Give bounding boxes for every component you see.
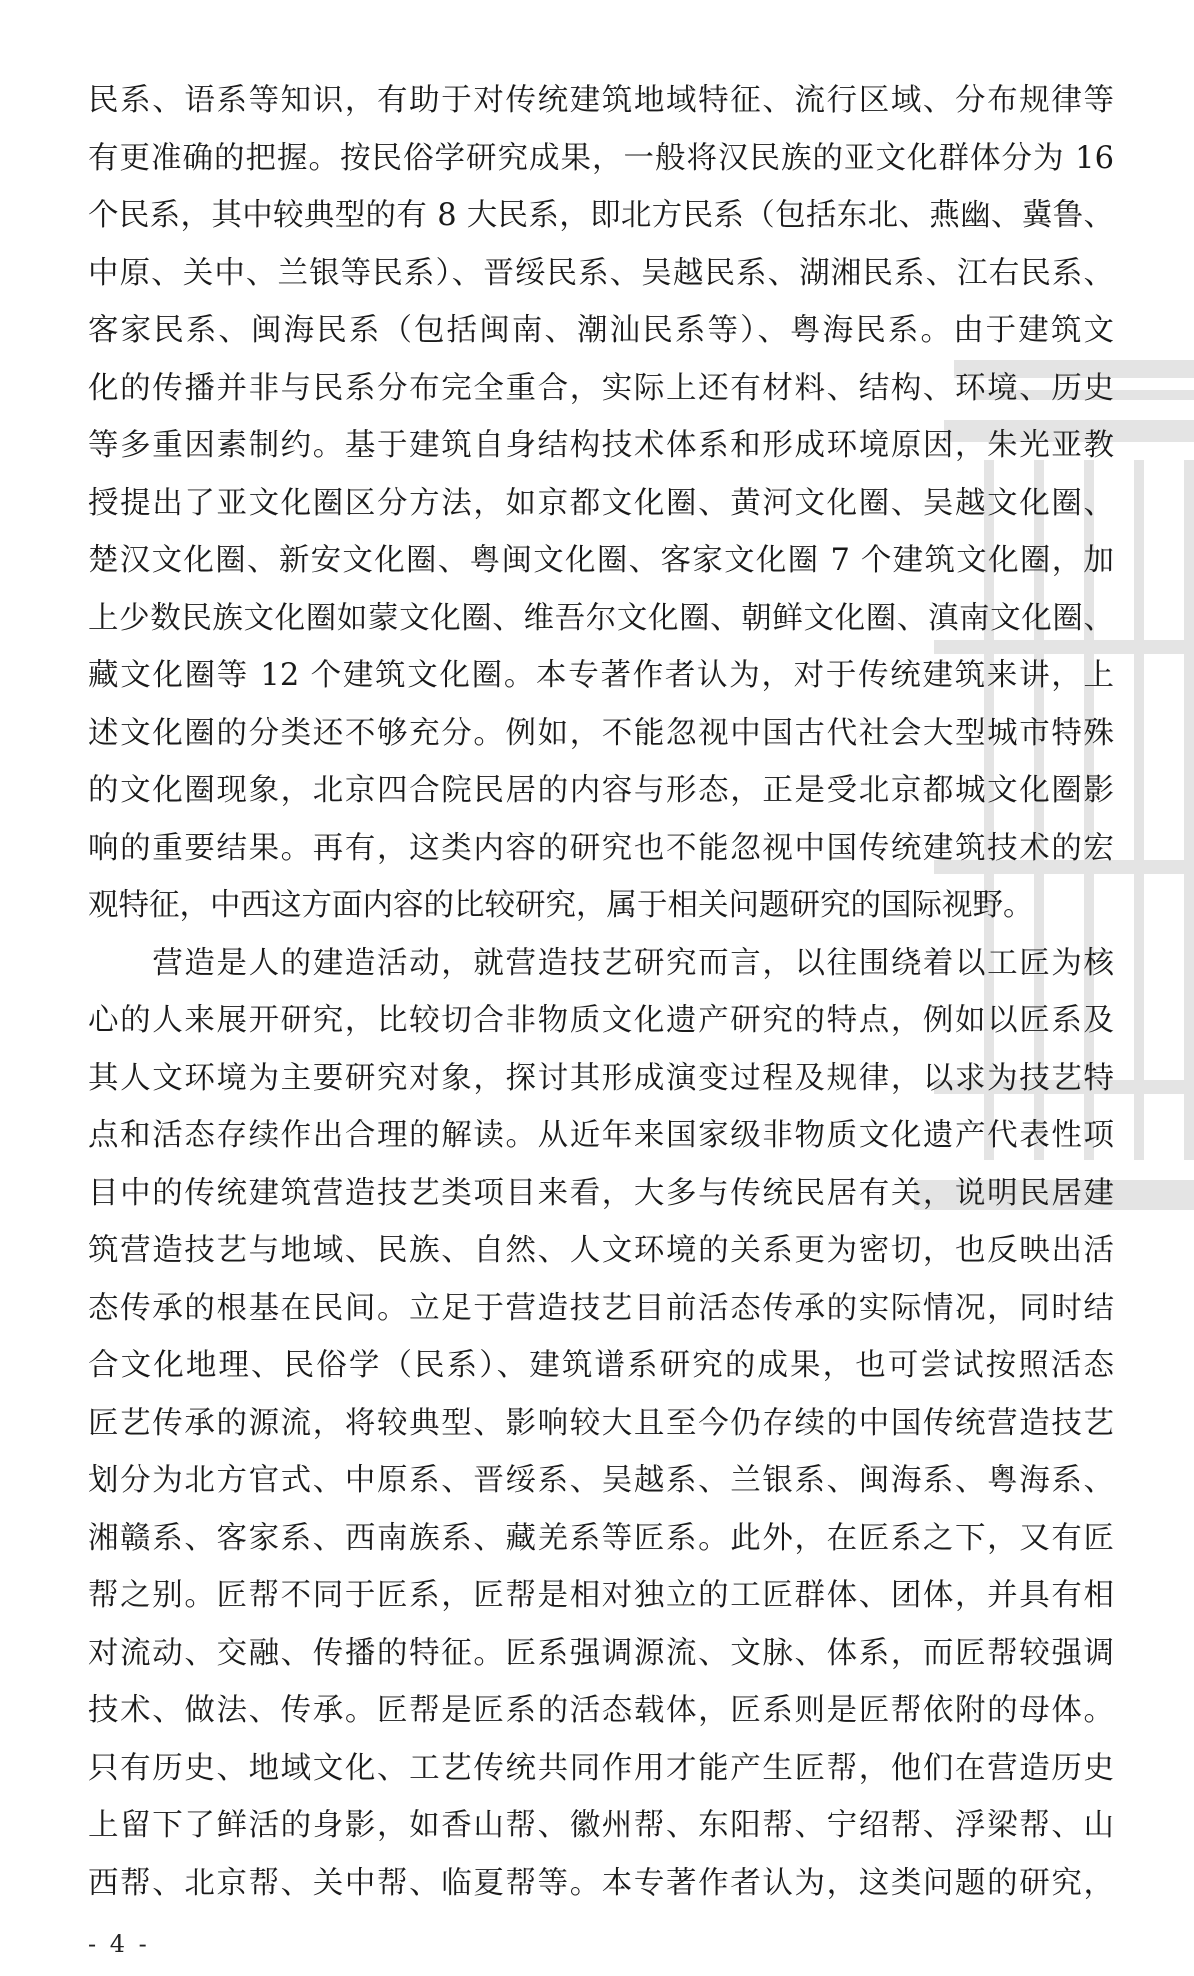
text-line: 上少数民族文化圈如蒙文化圈、维吾尔文化圈、朝鲜文化圈、滇南文化圈、 [88,600,1114,636]
text-line: 合文化地理、民俗学（民系）、建筑谱系研究的成果，也可尝试按照活态 [88,1348,1114,1383]
text-line: 点和活态存续作出合理的解读。从近年来国家级非物质文化遗产代表性项 [88,1118,1114,1153]
text-line: 个民系，其中较典型的有 8 大民系，即北方民系（包括东北、燕幽、冀鲁、 [88,198,1114,233]
text-line: 技术、做法、传承。匠帮是匠系的活态载体，匠系则是匠帮依附的母体。 [88,1693,1114,1728]
text-line: 筑营造技艺与地域、民族、自然、人文环境的关系更为密切，也反映出活 [88,1233,1114,1268]
text-line: 化的传播并非与民系分布完全重合，实际上还有材料、结构、环境、历史 [88,370,1114,406]
text-line: 匠艺传承的源流，将较典型、影响较大且至今仍存续的中国传统营造技艺 [88,1405,1114,1441]
text-line: 湘赣系、客家系、西南族系、藏羌系等匠系。此外，在匠系之下，又有匠 [88,1520,1114,1556]
text-line: 只有历史、地域文化、工艺传统共同作用才能产生匠帮，他们在营造历史 [88,1750,1114,1786]
text-line: 民系、语系等知识，有助于对传统建筑地域特征、流行区域、分布规律等 [88,83,1114,118]
text-line: 藏文化圈等 12 个建筑文化圈。本专著作者认为，对于传统建筑来讲，上 [88,658,1114,693]
text-line: 帮之别。匠帮不同于匠系，匠帮是相对独立的工匠群体、团体，并具有相 [88,1578,1114,1613]
text-line: 西帮、北京帮、关中帮、临夏帮等。本专著作者认为，这类问题的研究， [88,1865,1114,1901]
paragraph-1 [88,72,1114,935]
text-line: 营造是人的建造活动，就营造技艺研究而言，以往围绕着以工匠为核 [88,945,1114,981]
text-line: 客家民系、闽海民系（包括闽南、潮汕民系等）、粤海民系。由于建筑文 [88,313,1114,348]
text-line: 等多重因素制约。基于建筑自身结构技术体系和形成环境原因，朱光亚教 [88,428,1114,463]
text-line: 述文化圈的分类还不够充分。例如，不能忽视中国古代社会大型城市特殊 [88,715,1114,751]
text-line: 其人文环境为主要研究对象，探讨其形成演变过程及规律，以求为技艺特 [88,1060,1114,1096]
text-line: 态传承的根基在民间。立足于营造技艺目前活态传承的实际情况，同时结 [88,1290,1114,1326]
body-text [88,72,1114,1912]
page-number: - 4 - [88,1930,150,1958]
text-line: 观特征，中西这方面内容的比较研究，属于相关问题研究的国际视野。 [88,888,1034,923]
text-line: 授提出了亚文化圈区分方法，如京都文化圈、黄河文化圈、吴越文化圈、 [88,485,1114,521]
text-line: 中原、关中、兰银等民系）、晋绥民系、吴越民系、湖湘民系、江右民系、 [88,255,1114,291]
text-line: 楚汉文化圈、新安文化圈、粤闽文化圈、客家文化圈 7 个建筑文化圈，加 [88,543,1114,578]
text-line: 划分为北方官式、中原系、晋绥系、吴越系、兰银系、闽海系、粤海系、 [88,1463,1114,1498]
text-line: 心的人来展开研究，比较切合非物质文化遗产研究的特点，例如以匠系及 [88,1003,1114,1038]
text-line: 对流动、交融、传播的特征。匠系强调源流、文脉、体系，而匠帮较强调 [88,1635,1114,1671]
paragraph-2 [88,935,1114,1913]
text-line: 目中的传统建筑营造技艺类项目来看，大多与传统民居有关，说明民居建 [88,1175,1114,1211]
text-line: 的文化圈现象，北京四合院民居的内容与形态，正是受北京都城文化圈影 [88,773,1114,808]
text-line: 有更准确的把握。按民俗学研究成果，一般将汉民族的亚文化群体分为 16 [88,140,1114,176]
text-line: 上留下了鲜活的身影，如香山帮、徽州帮、东阳帮、宁绍帮、浮梁帮、山 [88,1808,1114,1843]
text-line: 响的重要结果。再有，这类内容的研究也不能忽视中国传统建筑技术的宏 [88,830,1114,866]
